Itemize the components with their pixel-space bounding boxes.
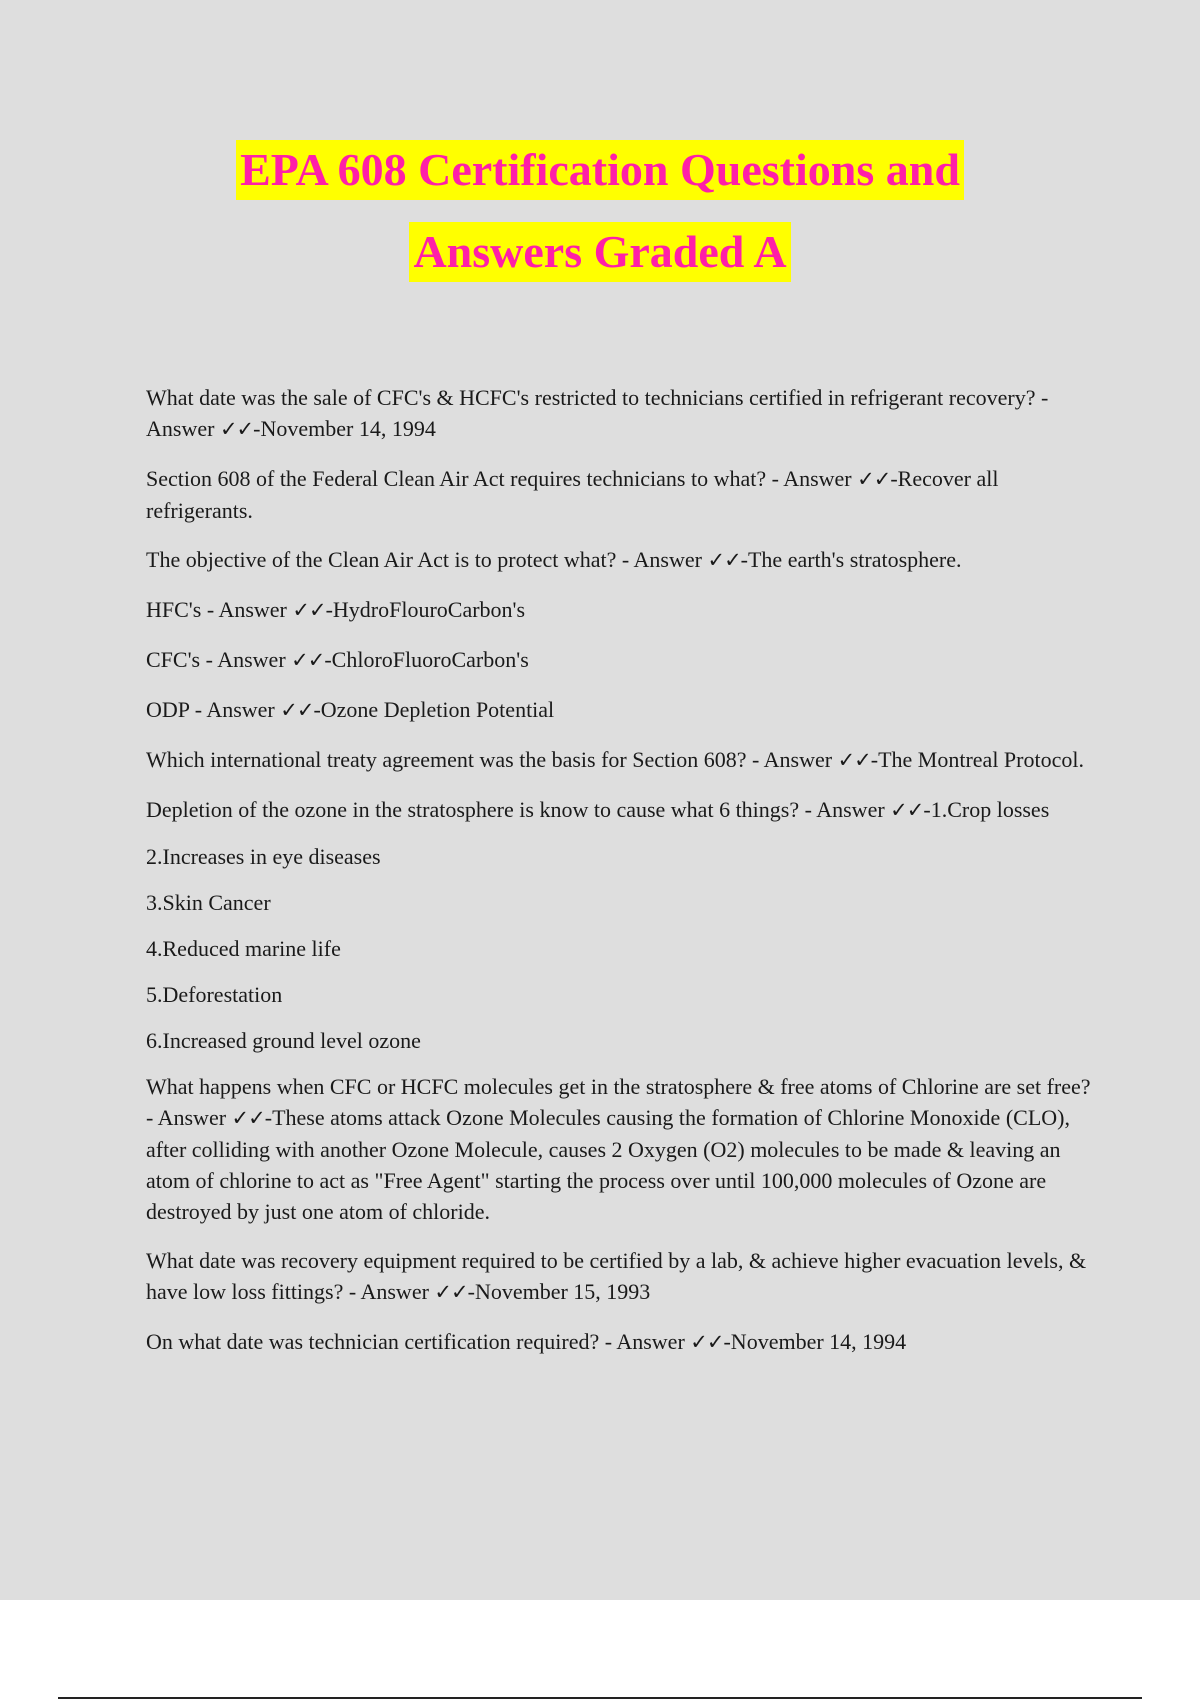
qa-item xyxy=(146,382,1091,445)
list-item: 6.Increased ground level ozone xyxy=(146,1028,421,1053)
answer-text: -The Montreal Protocol. xyxy=(870,747,1084,772)
question-text: Which international treaty agreement was the basis for Section 608? xyxy=(146,747,747,772)
question-text: Section 608 of the Federal Clean Air Act requires technicians to what? xyxy=(146,466,767,491)
footer-divider xyxy=(58,1697,1142,1699)
answer-marker: - Answer xyxy=(146,385,1049,441)
answer-text: -ChloroFluoroCarbon's xyxy=(324,647,529,672)
double-check-icon: ✓✓ xyxy=(434,1280,468,1304)
answer-text: -Recover all refrigerants. xyxy=(146,466,999,523)
answer-text: -The earth's stratosphere. xyxy=(740,547,962,572)
qa-item xyxy=(146,1245,1091,1308)
double-check-icon: ✓✓ xyxy=(292,598,326,622)
answer-marker: - Answer xyxy=(205,647,286,672)
double-check-icon: ✓✓ xyxy=(707,548,741,572)
question-text: CFC's xyxy=(146,647,201,672)
qa-item xyxy=(146,1326,1091,1358)
answer-text: -November 14, 1994 xyxy=(253,416,436,441)
qa-item xyxy=(146,594,1091,626)
list-item: 4.Reduced marine life xyxy=(146,936,341,961)
question-text: What happens when CFC or HCFC molecules get in the stratosphere & free atoms of Chlorine are set free? xyxy=(146,1074,1091,1099)
question-text: On what date was technician certification required? xyxy=(146,1329,600,1354)
answer-marker: - Answer xyxy=(752,747,833,772)
qa-item xyxy=(146,463,1091,526)
qa-content xyxy=(146,382,1091,1376)
answer-marker: - Answer xyxy=(804,797,885,822)
question-text: What date was the sale of CFC's & HCFC's restricted to technicians certified in refrigerant recovery? xyxy=(146,385,1036,410)
question-text: ODP xyxy=(146,697,190,722)
question-text: The objective of the Clean Air Act is to protect what? xyxy=(146,547,617,572)
title-line-2: Answers Graded A xyxy=(409,222,790,282)
question-text: Depletion of the ozone in the stratosphere is know to cause what 6 things? xyxy=(146,797,800,822)
answer-marker: - Answer xyxy=(621,547,702,572)
list-item: 5.Deforestation xyxy=(146,982,283,1007)
title-line-1: EPA 608 Certification Questions and xyxy=(236,140,964,200)
answer-marker: - Answer xyxy=(194,697,275,722)
answer-text: -November 14, 1994 xyxy=(723,1329,907,1354)
answer-text: -These atoms attack Ozone Molecules causing the formation of Chlorine Monoxide (CLO), after colliding with another Ozone Molecule, causes 2 Oxygen (O2) molecules to be made & leaving an atom of chlorine to act as "Free Agent" starting the process over until 100,000 molecules of Ozone are destroyed by just one atom of chloride. xyxy=(146,1105,1070,1224)
answer-marker: - Answer xyxy=(348,1279,429,1304)
answer-text: -1.Crop losses xyxy=(923,797,1050,822)
document-title xyxy=(0,140,1200,282)
question-text: What date was recovery equipment required to be certified by a lab, & achieve higher evacuation levels, & have low loss fittings? xyxy=(146,1248,1087,1304)
qa-item xyxy=(146,1071,1091,1227)
double-check-icon: ✓✓ xyxy=(837,748,871,772)
list-item: 2.Increases in eye diseases xyxy=(146,844,381,869)
double-check-icon: ✓✓ xyxy=(219,417,254,441)
double-check-icon: ✓✓ xyxy=(690,1330,724,1354)
list-item: 3.Skin Cancer xyxy=(146,890,271,915)
answer-marker: - Answer xyxy=(146,1105,227,1130)
qa-item xyxy=(146,744,1091,776)
double-check-icon: ✓✓ xyxy=(291,648,325,672)
answer-text: -HydroFlouroCarbon's xyxy=(325,597,526,622)
double-check-icon: ✓✓ xyxy=(231,1106,265,1130)
qa-item xyxy=(146,794,1091,826)
qa-item xyxy=(146,644,1091,676)
question-text: HFC's xyxy=(146,597,202,622)
double-check-icon: ✓✓ xyxy=(280,698,314,722)
double-check-icon: ✓✓ xyxy=(857,467,891,491)
answer-marker: - Answer xyxy=(604,1329,685,1354)
answer-text: -Ozone Depletion Potential xyxy=(313,697,555,722)
answer-text: -November 15, 1993 xyxy=(467,1279,651,1304)
double-check-icon: ✓✓ xyxy=(890,798,924,822)
answer-marker: - Answer xyxy=(771,466,852,491)
answer-marker: - Answer xyxy=(206,597,287,622)
qa-item xyxy=(146,544,1091,576)
qa-item xyxy=(146,694,1091,726)
